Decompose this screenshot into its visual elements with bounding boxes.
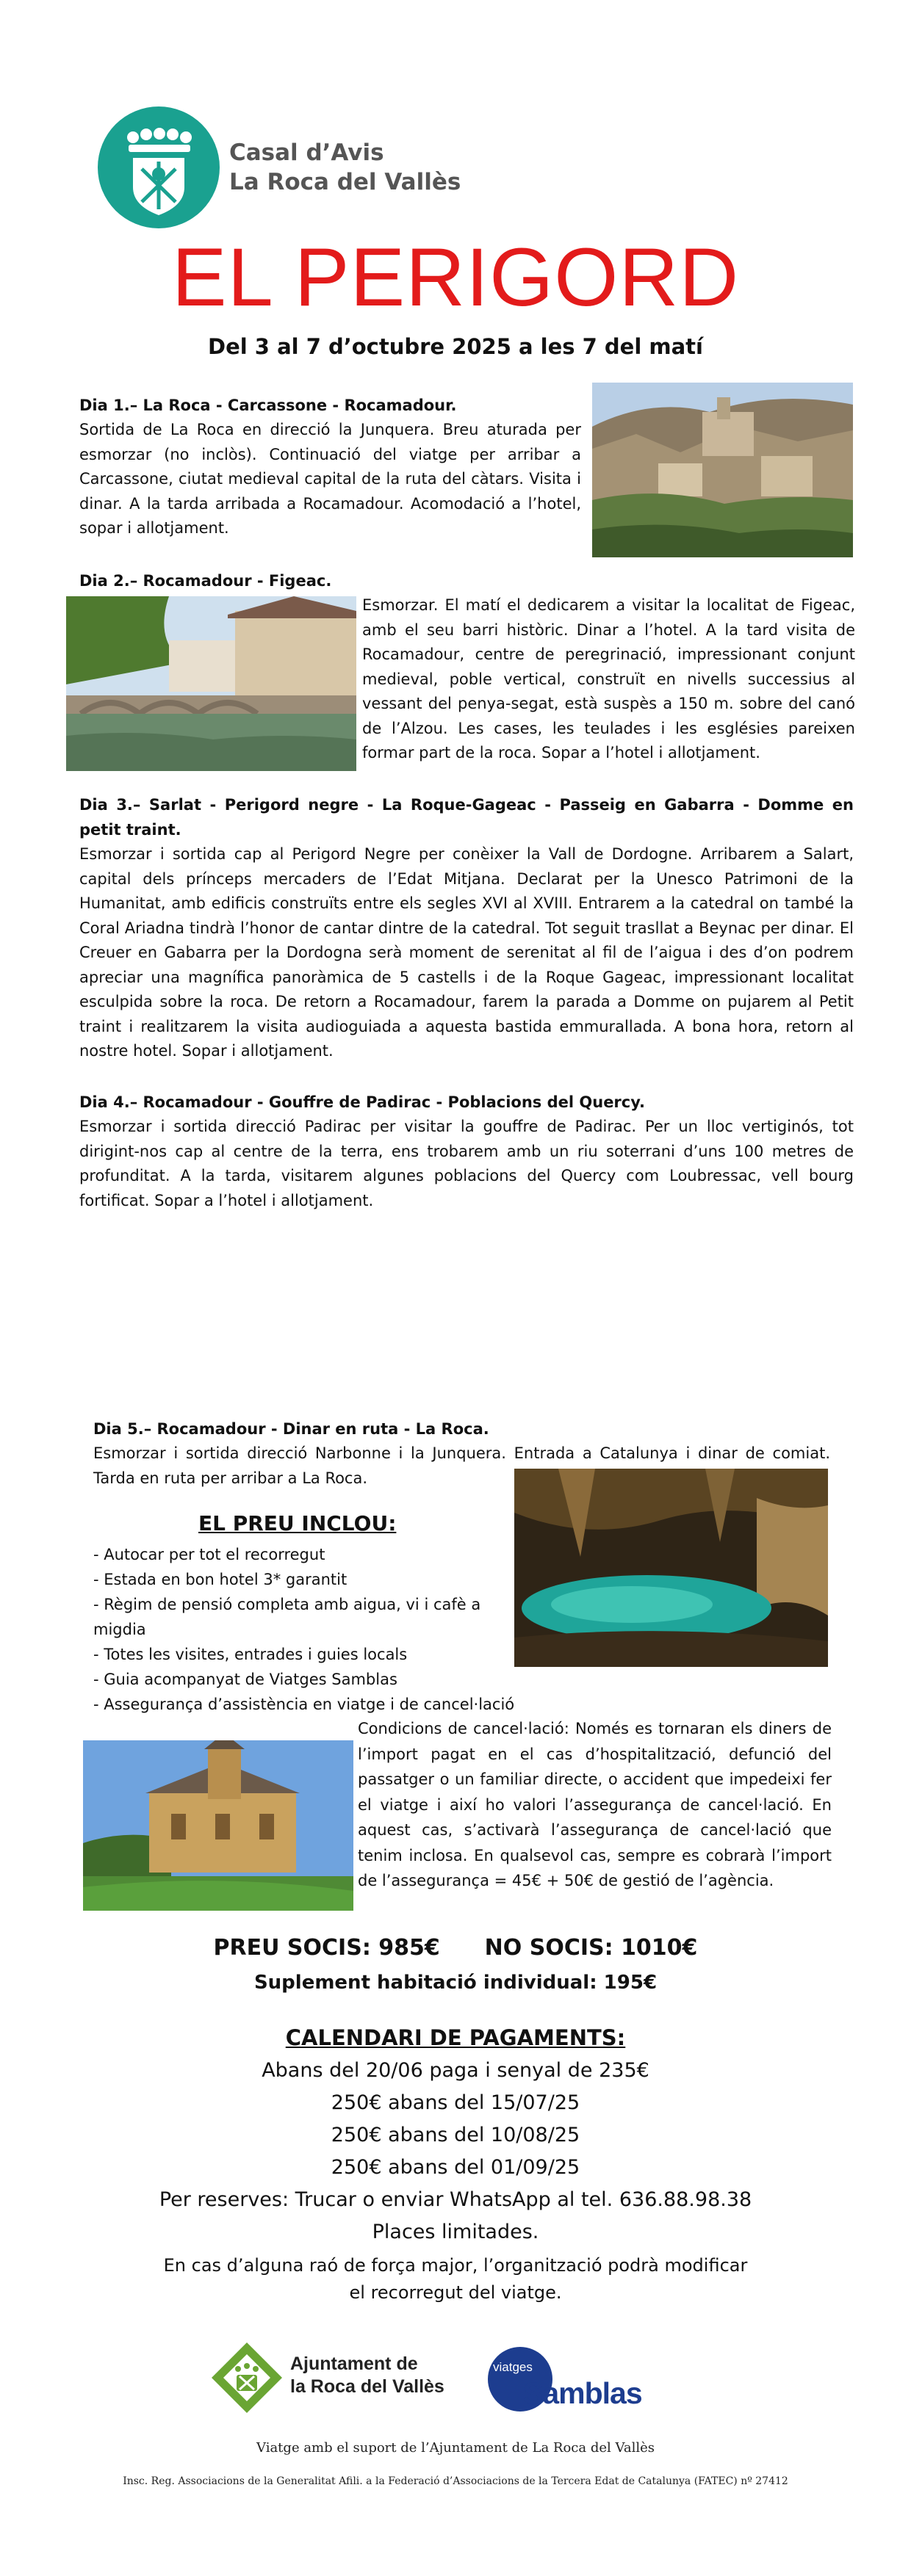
- org-name: [229, 138, 461, 197]
- force-majeure-note: [0, 2252, 911, 2307]
- day-4-text: Esmorzar i sortida direcció Padirac per visitar la gouffre de Padirac. Per un lloc vertiginós, tot dirigint-nos cap al centre de la terra, ens trobarem amb un riu soterrani d’uns 100 metres de profunditat. A la tarda, visitarem algunes poblacions del Quercy com Loubressac, vell bourg fortificat. Sopar a l’hotel i allotjament.: [79, 1118, 854, 1209]
- day-4-title: Dia 4.– Rocamadour - Gouffre de Padirac - Poblacions del Quercy.: [79, 1093, 645, 1111]
- single-room-supplement: Suplement habitació individual: 195€: [253, 1972, 658, 1994]
- list-item: - Règim de pensió completa amb aigua, vi i cafè a migdia: [93, 1596, 481, 1638]
- org-name-line2: La Roca del Vallès: [229, 169, 461, 195]
- payment-line: 250€ abans del 10/08/25: [331, 2124, 580, 2146]
- rocamadour-photo: [592, 383, 853, 557]
- includes-list: [93, 1542, 512, 1692]
- samblas-small-text: viatges: [493, 2360, 533, 2374]
- payment-line: 250€ abans del 01/09/25: [331, 2156, 580, 2179]
- payment-line: Abans del 20/06 paga i senyal de 235€: [262, 2059, 649, 2082]
- note-line: el recorregut del viatge.: [349, 2282, 562, 2303]
- casal-logo: [98, 106, 220, 228]
- day-1-text: Sortida de La Roca en direcció la Junquera. Breu aturada per esmorzar (no inclòs). Continuació del viatge per arribar a Carcassone, ciutat medieval capital de la ruta del càtars. Visita i dinar. A la tarda arribada a Rocamadour. Acomodació a l’hotel, sopar i allotjament.: [79, 421, 581, 537]
- day-5-title: Dia 5.– Rocamadour - Dinar en ruta - La Roca.: [93, 1420, 489, 1438]
- includes-heading: EL PREU INCLOU:: [198, 1511, 397, 1535]
- ajuntament-logo: [210, 2341, 284, 2414]
- price-non-members: NO SOCIS: 1010€: [484, 1935, 698, 1961]
- samblas-big-text: Samblas: [523, 2376, 642, 2410]
- day-2-title: Dia 2.– Rocamadour - Figeac.: [79, 572, 332, 590]
- list-item: - Assegurança d’assistència en viatge i de cancel·lació: [93, 1696, 515, 1713]
- page-title: EL PERIGORD: [171, 231, 740, 323]
- org-name-line1: Casal d’Avis: [229, 140, 384, 166]
- payment-line: 250€ abans del 15/07/25: [331, 2091, 580, 2114]
- cancellation-conditions: Condicions de cancel·lació: Només es tornaran els diners de l’import pagat en el cas d’hospitalització, defunció del passatger o un familiar directe, o accident que impedeixi fer el viatge i així ho valori l’assegurança de cancel·lació. En aquest cas, s’activarà l’assegurança de cancel·lació que tenim inclosa. En qualsevol cas, sempre es cobrarà l’import de l’assegurança = 45€ + 50€ de gestió de l’agència.: [358, 1720, 832, 1889]
- limited-places: Places limitades.: [372, 2221, 539, 2243]
- list-item: - Estada en bon hotel 3* garantit: [93, 1571, 348, 1588]
- list-item: - Totes les visites, entrades i guies locals: [93, 1646, 408, 1663]
- support-note: Viatge amb el suport de l’Ajuntament de La Roca del Vallès: [256, 2440, 655, 2456]
- payments-heading: CALENDARI DE PAGAMENTS:: [285, 2025, 626, 2050]
- list-item: - Autocar per tot el recorregut: [93, 1546, 325, 1563]
- sarlat-cathedral-photo: [83, 1740, 353, 1911]
- figeac-photo: [66, 596, 356, 771]
- booking-contact: Per reserves: Trucar o enviar WhatsApp al tel. 636.88.98.38: [159, 2188, 752, 2211]
- day-5-text: Esmorzar i sortida direcció Narbonne i la Junquera. Entrada a Catalunya i dinar de comiat. Tarda en ruta per arribar a La Roca.: [93, 1444, 830, 1487]
- padirac-cave-photo: [514, 1469, 828, 1667]
- ajuntament-name: [290, 2353, 444, 2398]
- day-1-title: Dia 1.– La Roca - Carcassone - Rocamadour.: [79, 397, 457, 414]
- registration-note: Insc. Reg. Associacions de la Generalitat Afili. a la Federació d’Associacions de la Tercera Edat de Catalunya (FATEC) nº 27412: [123, 2475, 788, 2487]
- ajuntament-line1: Ajuntament de: [290, 2354, 418, 2374]
- trip-dates: Del 3 al 7 d’octubre 2025 a les 7 del matí: [208, 334, 703, 359]
- samblas-logo: [488, 2347, 657, 2420]
- price-line: [0, 1935, 911, 1961]
- ajuntament-line2: la Roca del Vallès: [290, 2376, 444, 2397]
- day-2-text: Esmorzar. El matí el dedicarem a visitar la localitat de Figeac, amb el seu barri històric. Dinar a l’hotel. A la tard visita de Rocamadour, centre de peregrinació, impressionant conjunt medieval, poble vertical, construït en nivells successius al vessant del penya-segat, està suspès a 150 m. sobre del canó de l’Alzou. Les cases, les teulades i les esglésies pareixen formar part de la roca. Sopar a l’hotel i allotjament.: [362, 596, 855, 761]
- payments-list: [0, 2055, 911, 2248]
- list-item: - Guia acompanyat de Viatges Samblas: [93, 1671, 397, 1688]
- price-members: PREU SOCIS: 985€: [213, 1935, 440, 1961]
- note-line: En cas d’alguna raó de força major, l’organització podrà modificar: [163, 2255, 748, 2276]
- day-3-text: Esmorzar i sortida cap al Perigord Negre per conèixer la Vall de Dordogne. Arribarem a Salart, capital dels prínceps mercaders de l’Edat Mitjana. Declarat per la Unesco Patrimoni de la Humanitat, amb edificis construïts entre els segles XVI al XVIII. Entrarem a la catedral on també la Coral Ariadna tindrà l’honor de cantar dintre de la catedral. Tot seguit trasllat a Beynac per dinar. El Creuer en Gabarra per la Dordogna serà moment de serenitat al fil de l’aigua i des d’on podrem apreciar una magnífica panoràmica de 5 castells i de la Roque Gageac, impressionant localitat esculpida sobre la roca. De retorn a Rocamadour, farem la parada a Domme on pujarem al Petit traint i realitzarem la visita audioguiada a aquesta bastida emmurallada. A bona hora, retorn al nostre hotel. Sopar i allotjament.: [79, 845, 854, 1060]
- day-3-title: Dia 3.– Sarlat - Perigord negre - La Roque-Gageac - Passeig en Gabarra - Domme en petit traint.: [79, 796, 854, 839]
